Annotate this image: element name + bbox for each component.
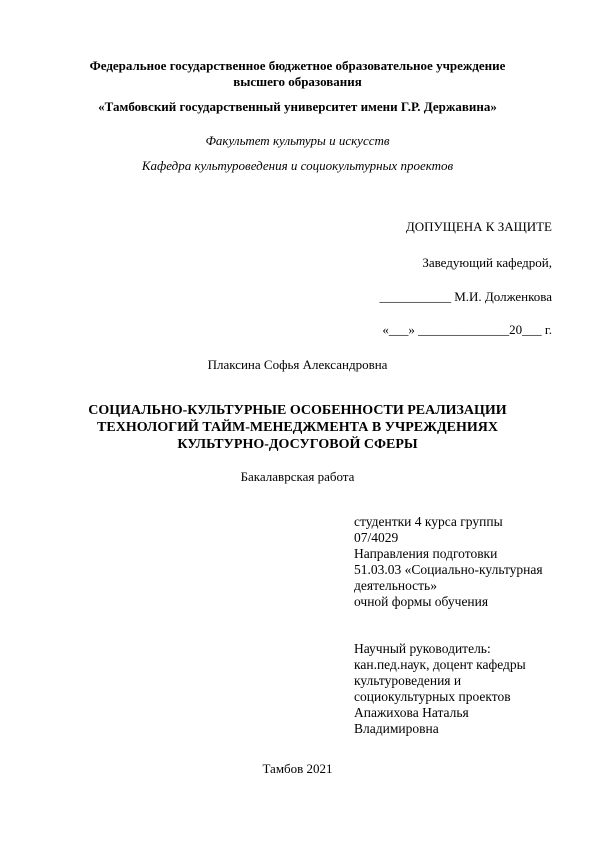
- supervisor-info-line: культуроведения и: [354, 673, 462, 688]
- student-info-line: деятельность»: [354, 578, 437, 593]
- student-info-line: 51.03.03 «Социально-культурная: [354, 562, 543, 577]
- signature-line: ___________ М.И. Долженкова: [379, 289, 552, 304]
- author-name: Плаксина Софья Александровна: [207, 357, 388, 372]
- student-info-line: очной формы обучения: [354, 594, 489, 609]
- faculty-name: Факультет культуры и искусств: [205, 133, 390, 148]
- student-info-line: 07/4029: [354, 530, 399, 545]
- supervisor-info-line: Научный руководитель:: [354, 641, 491, 656]
- thesis-title-line-2: ТЕХНОЛОГИЙ ТАЙМ-МЕНЕДЖМЕНТА В УЧРЕЖДЕНИЯХ: [97, 420, 498, 435]
- university-name: «Тамбовский государственный университет имени Г.Р. Державина»: [98, 99, 497, 114]
- supervisor-info-line: социокультурных проектов: [354, 689, 511, 704]
- city-year: Тамбов 2021: [262, 761, 333, 776]
- supervisor-info-line: Владимировна: [354, 721, 439, 736]
- student-info-line: студентки 4 курса группы: [354, 514, 503, 529]
- institution-line-2: высшего образования: [233, 74, 362, 89]
- supervisor-info-line: Апажихова Наталья: [354, 705, 469, 720]
- institution-line-1: Федеральное государственное бюджетное образовательное учреждение: [89, 58, 506, 73]
- admitted-to-defense: ДОПУЩЕНА К ЗАЩИТЕ: [405, 219, 552, 234]
- thesis-title-line-1: СОЦИАЛЬНО-КУЛЬТУРНЫЕ ОСОБЕННОСТИ РЕАЛИЗАЦИИ: [88, 403, 507, 418]
- work-type: Бакалаврская работа: [240, 469, 355, 484]
- student-info: [354, 514, 564, 610]
- department-name: Кафедра культуроведения и социокультурных проектов: [141, 158, 454, 173]
- supervisor-info: [354, 641, 564, 737]
- head-of-department-title: Заведующий кафедрой,: [422, 255, 552, 270]
- supervisor-info-line: кан.пед.наук, доцент кафедры: [354, 657, 526, 672]
- thesis-title-line-3: КУЛЬТУРНО-ДОСУГОВОЙ СФЕРЫ: [177, 437, 418, 452]
- date-line: «___» ______________20___ г.: [382, 322, 552, 337]
- student-info-line: Направления подготовки: [354, 546, 498, 561]
